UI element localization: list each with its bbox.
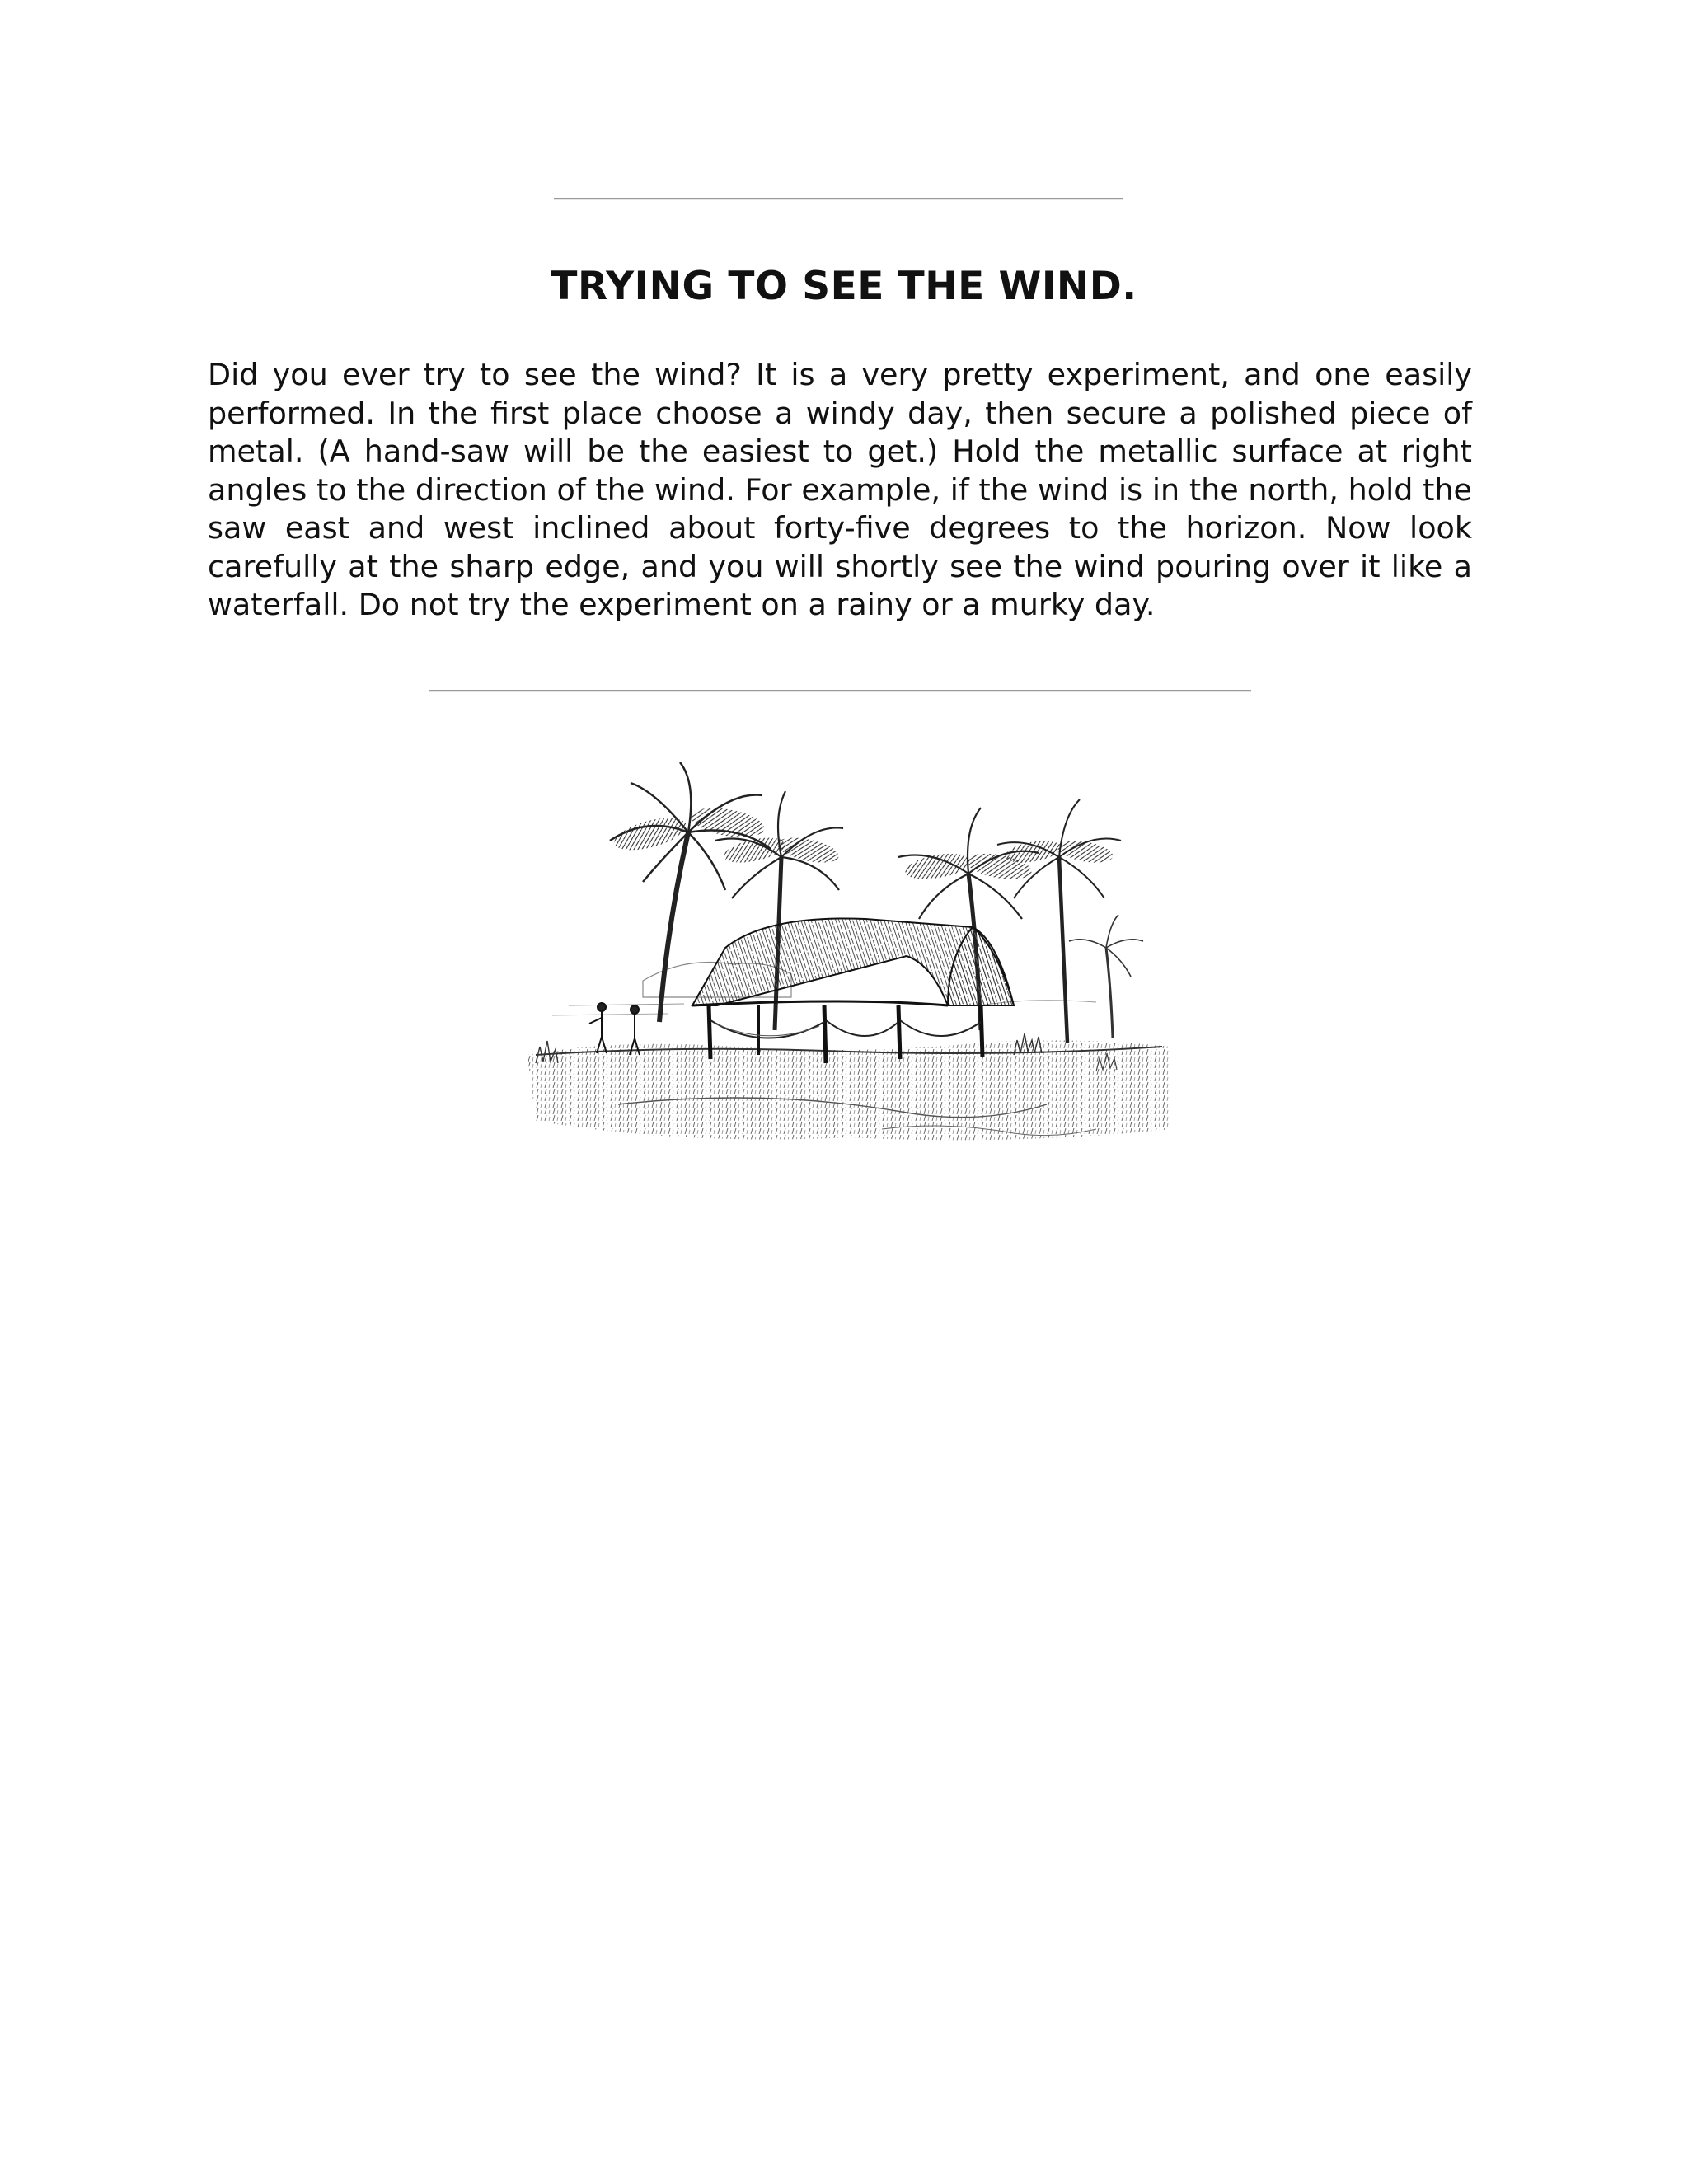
top-divider [554,198,1123,200]
article-paragraph: Did you ever try to see the wind? It is a very pretty experiment, and one easily performed. In the first place choose a windy day, then secure a polished piece of metal. (A hand-saw will be the easiest to get.) Hold the metallic surface at right angles to the direction of the wind. For example, if the wind is in the north, hold the saw east and west inclined about forty-five degrees to the horizon. Now look carefully at the sharp edge, and you will shortly see the wind pouring over it like a waterfall. Do not try the experiment on a rainy or a murky day. [208,357,1472,622]
middle-divider [429,690,1251,692]
article-title: TRYING TO SEE THE WIND. [551,264,1137,309]
hut-palm-illustration [519,758,1179,1203]
